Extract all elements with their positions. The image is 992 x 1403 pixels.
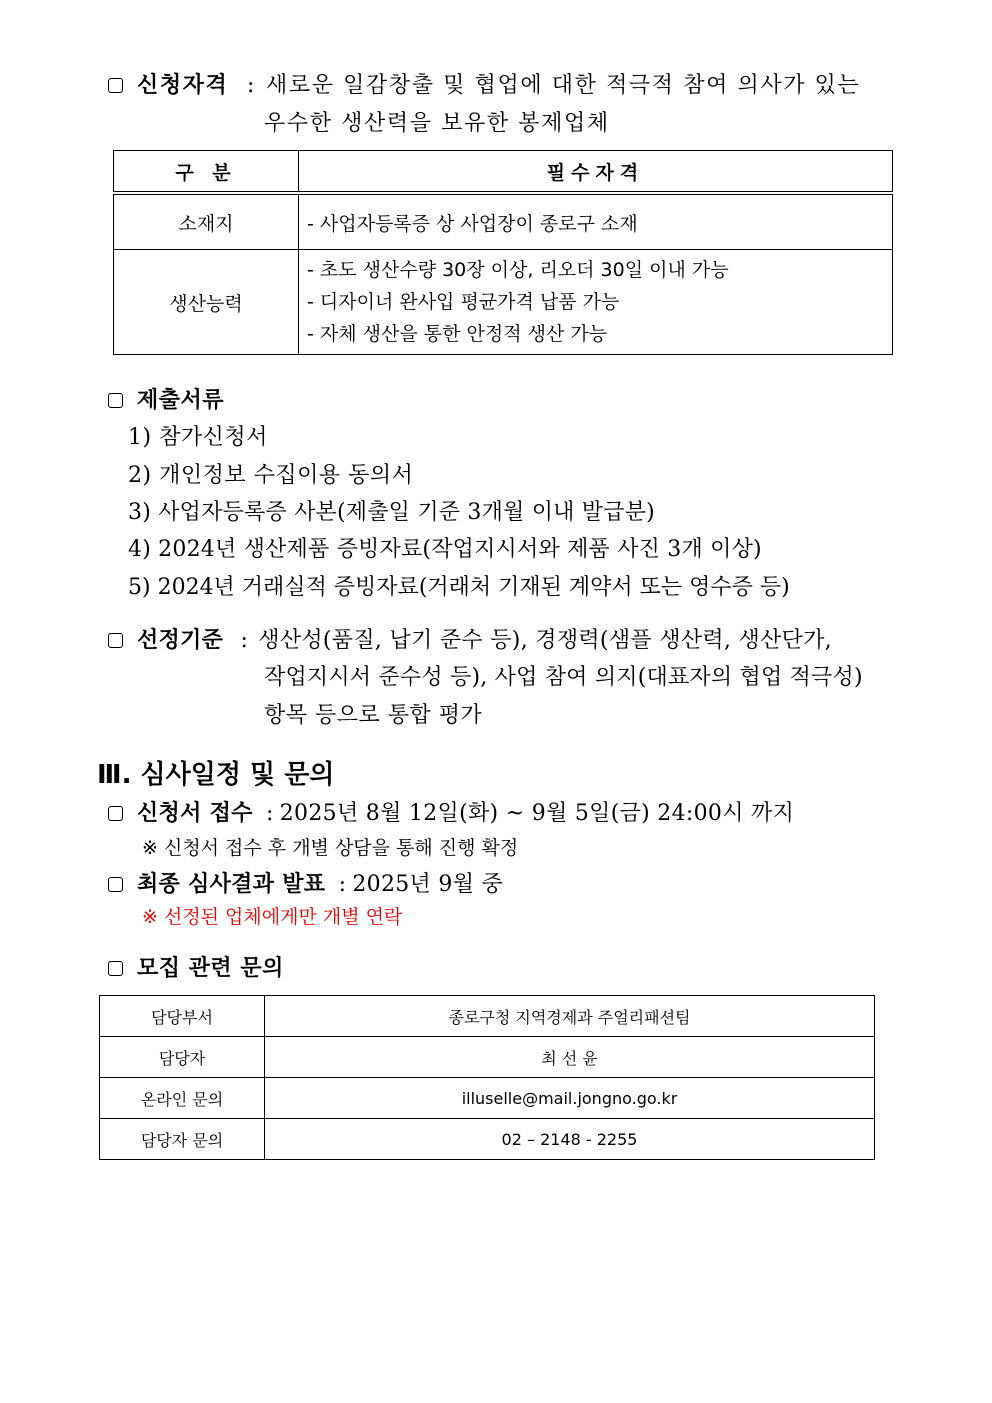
row-label-capacity: 생산능력: [114, 250, 299, 355]
document-item-4: 4) 2024년 생산제품 증빙자료(작업지시서와 제품 사진 3개 이상): [128, 537, 762, 562]
result-note: ※ 선정된 업체에게만 개별 연락: [142, 906, 403, 928]
contact-value-email: illuselle@mail.jongno.go.kr: [265, 1078, 875, 1119]
documents-heading-line: [108, 383, 224, 414]
separator: :: [338, 872, 347, 897]
contact-table: [99, 995, 875, 1160]
row-value-capacity: [299, 250, 893, 355]
result-line: [108, 867, 503, 898]
table-row: [100, 1037, 875, 1078]
table-row: [114, 193, 893, 250]
separator: :: [247, 73, 257, 98]
inquiry-heading: 모집 관련 문의: [137, 955, 284, 981]
document-item-1: 1) 참가신청서: [128, 425, 268, 450]
result-date: 2025년 9월 중: [352, 872, 504, 897]
section3-title: Ⅲ. 심사일정 및 문의: [97, 760, 335, 790]
capacity-item-1: - 초도 생산수량 30장 이상, 리오더 30일 이내 가능: [307, 259, 729, 281]
application-heading: 신청서 접수: [137, 800, 253, 826]
criteria-line3: 항목 등으로 통합 평가: [264, 703, 483, 728]
checkbox-square-icon: [108, 393, 123, 408]
checkbox-square-icon: [108, 78, 123, 93]
checkbox-square-icon: [108, 961, 123, 976]
contact-value-dept: 종로구청 지역경제과 주얼리패션팀: [265, 996, 875, 1037]
capacity-item-2: - 디자이너 완사입 평균가격 납품 가능: [307, 291, 620, 313]
document-item-5: 5) 2024년 거래실적 증빙자료(거래처 기재된 계약서 또는 영수증 등): [128, 575, 790, 600]
qualification-section: [108, 68, 860, 99]
table-row: [114, 250, 893, 355]
capacity-item-3: - 자체 생산을 통한 안정적 생산 가능: [307, 323, 608, 345]
contact-value-phone: 02 – 2148 - 2255: [265, 1119, 875, 1160]
contact-label-online: 온라인 문의: [100, 1078, 265, 1119]
row-value-location: - 사업자등록증 상 사업장이 종로구 소재: [299, 193, 893, 250]
application-note: ※ 신청서 접수 후 개별 상담을 통해 진행 확정: [142, 837, 519, 859]
row-label-location: 소재지: [114, 193, 299, 250]
table-header-category: 구 분: [114, 151, 299, 194]
document-item-3: 3) 사업자등록증 사본(제출일 기준 3개월 이내 발급분): [128, 500, 655, 525]
result-heading: 최종 심사결과 발표: [137, 871, 326, 897]
application-period: 2025년 8월 12일(화) ~ 9월 5일(금) 24:00시 까지: [279, 801, 795, 826]
document-item-2: 2) 개인정보 수집이용 동의서: [128, 463, 414, 488]
table-row: [100, 1119, 875, 1160]
contact-label-person: 담당자: [100, 1037, 265, 1078]
criteria-line1: 생산성(품질, 납기 준수 등), 경쟁력(샘플 생산력, 생산단가,: [258, 628, 832, 653]
separator: :: [240, 628, 249, 653]
criteria-line2: 작업지시서 준수성 등), 사업 참여 의지(대표자의 협업 적극성): [264, 665, 863, 690]
qualification-line1: 새로운 일감창출 및 협업에 대한 적극적 참여 의사가 있는: [266, 73, 861, 98]
contact-label-phone: 담당자 문의: [100, 1119, 265, 1160]
table-row: [100, 1078, 875, 1119]
criteria-heading: 선정기준: [137, 627, 224, 653]
requirements-table: [113, 150, 893, 355]
separator: :: [266, 801, 274, 826]
application-line: [108, 796, 794, 827]
checkbox-square-icon: [108, 877, 123, 892]
checkbox-square-icon: [108, 806, 123, 821]
inquiry-heading-line: [108, 951, 284, 982]
qualification-line2: 우수한 생산력을 보유한 봉제업체: [264, 111, 610, 136]
table-header-requirement: 필수자격: [299, 151, 893, 194]
table-row: [100, 996, 875, 1037]
documents-heading: 제출서류: [137, 387, 225, 413]
contact-value-person: 최 선 윤: [265, 1037, 875, 1078]
checkbox-square-icon: [108, 633, 123, 648]
contact-label-dept: 담당부서: [100, 996, 265, 1037]
qualification-heading: 신청자격: [137, 72, 229, 98]
criteria-section: [108, 623, 832, 654]
